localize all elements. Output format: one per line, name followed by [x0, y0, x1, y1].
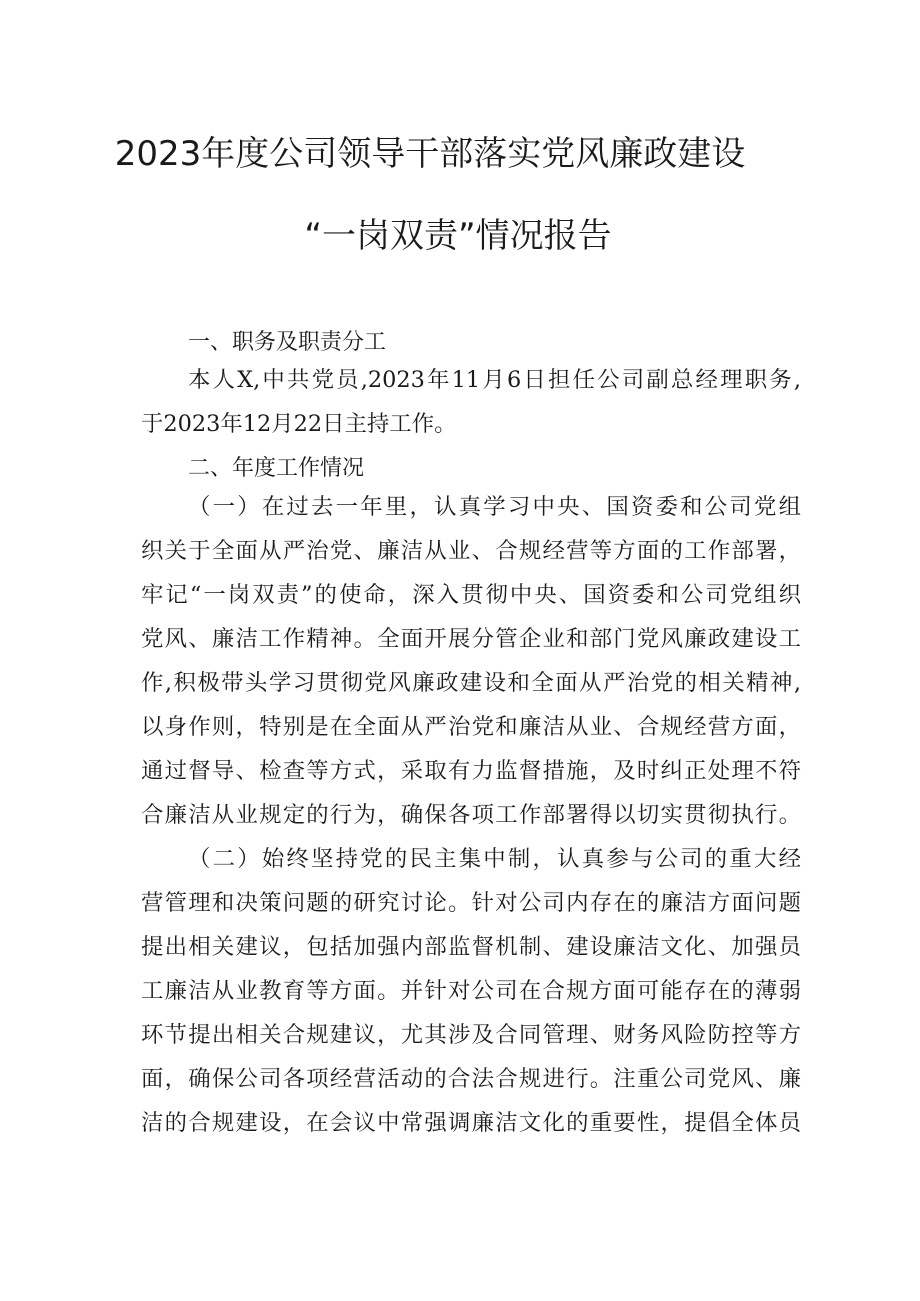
paragraph-line: 织关于全面从严治党、廉洁从业、合规经营等方面的工作部署，	[141, 538, 801, 564]
paragraph-line: （一）在过去一年里，认真学习中央、国资委和公司党组	[188, 494, 801, 520]
paragraph-line: 提出相关建议，包括加强内部监督机制、建设廉洁文化、加强员	[141, 934, 801, 960]
paragraph-line: 工廉洁从业教育等方面。并针对公司在合规方面可能存在的薄弱	[141, 978, 801, 1004]
paragraph-line: 党风、廉洁工作精神。全面开展分管企业和部门党风廉政建设工	[141, 626, 801, 652]
paragraph-line: 作,积极带头学习贯彻党风廉政建设和全面从严治党的相关精神,	[141, 670, 801, 696]
paragraph-line: 牢记“一岗双责”的使命，深入贯彻中央、国资委和公司党组织	[141, 582, 801, 608]
paragraph-line: 营管理和决策问题的研究讨论。针对公司内存在的廉洁方面问题	[141, 890, 801, 916]
paragraph-line: 通过督导、检查等方式，采取有力监督措施，及时纠正处理不符	[141, 758, 801, 784]
paragraph-line: 本人X,中共党员,2023年11月6日担任公司副总经理职务,	[188, 367, 801, 393]
paragraph-line: （二）始终坚持党的民主集中制，认真参与公司的重大经	[188, 846, 801, 872]
paragraph-line: 以身作则，特别是在全面从严治党和廉洁从业、合规经营方面，	[141, 714, 801, 740]
document-title-line-2: “一岗双责”情况报告	[304, 216, 612, 256]
section-heading-duties: 一、职务及职责分工	[188, 330, 387, 355]
paragraph-line: 环节提出相关合规建议，尤其涉及合同管理、财务风险防控等方	[141, 1022, 801, 1048]
section-heading-annual-work: 二、年度工作情况	[188, 456, 365, 481]
paragraph-line: 合廉洁从业规定的行为，确保各项工作部署得以切实贯彻执行。	[141, 802, 801, 828]
paragraph-line: 于2023年12月22日主持工作。	[141, 411, 457, 437]
paragraph-line: 洁的合规建设，在会议中常强调廉洁文化的重要性，提倡全体员	[141, 1110, 801, 1136]
paragraph-line: 面，确保公司各项经营活动的合法合规进行。注重公司党风、廉	[141, 1066, 801, 1092]
document-title-line-1: 2023年度公司领导干部落实党风廉政建设	[114, 134, 746, 174]
